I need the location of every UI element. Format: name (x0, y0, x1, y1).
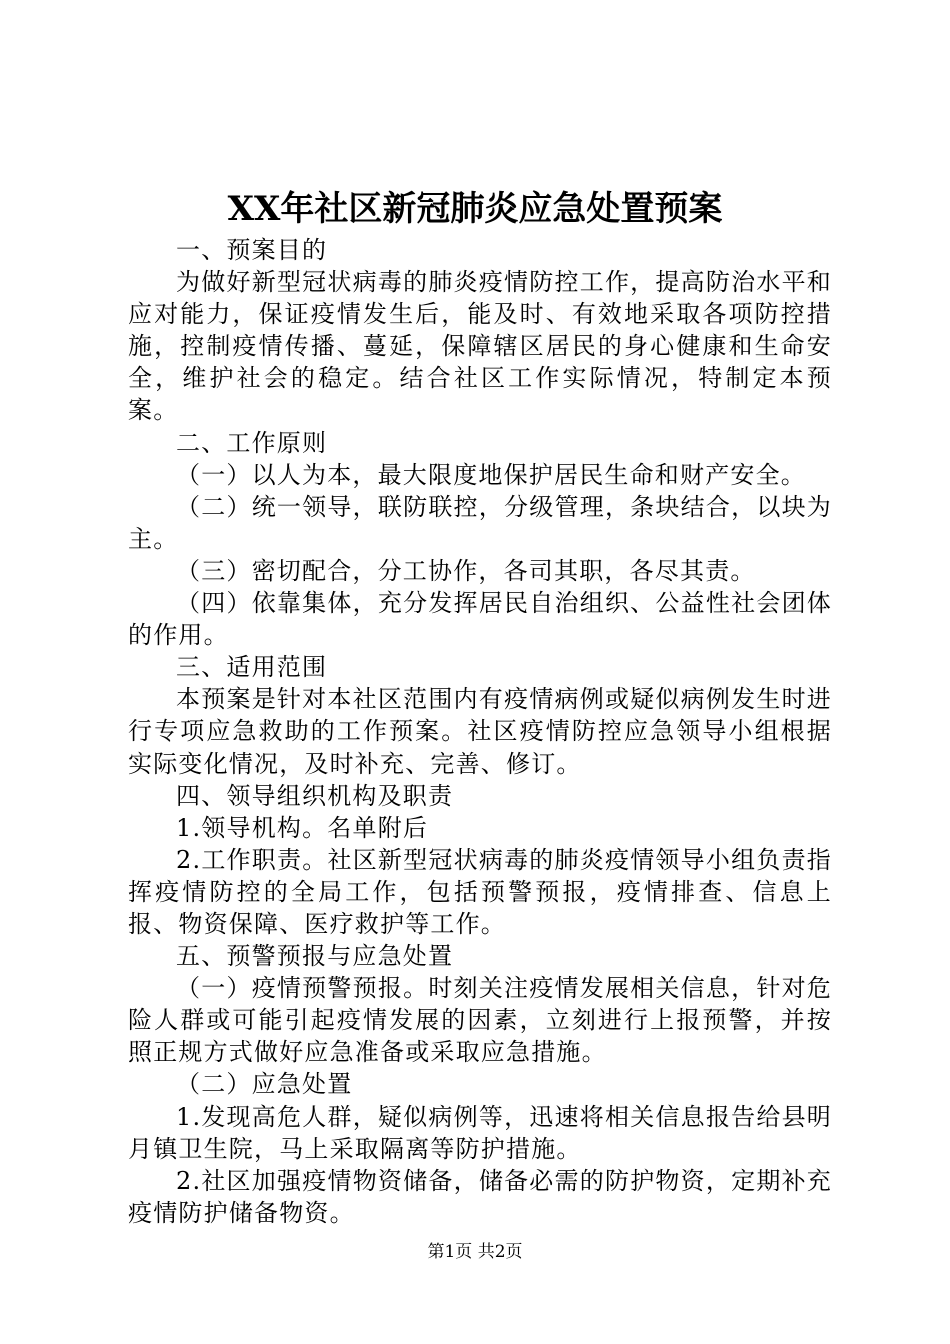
emergency-item-1: 1.发现高危人群，疑似病例等，迅速将相关信息报告给县明月镇卫生院，马上采取隔离等防护措施。 (128, 1102, 832, 1163)
principle-item-1: （一）以人为本，最大限度地保护居民生命和财产安全。 (176, 460, 806, 489)
section-heading-principles: 二、工作原则 (176, 428, 328, 457)
principle-item-4: （四）依靠集体，充分发挥居民自治组织、公益性社会团体的作用。 (128, 589, 832, 650)
warning-item-1: （一）疫情预警预报。时刻关注疫情发展相关信息，针对危险人群或可能引起疫情发展的因素，立刻进行上报预警，并按照正规方式做好应急准备或采取应急措施。 (128, 974, 832, 1067)
document-title: XX年社区新冠肺炎应急处置预案 (227, 189, 723, 229)
document-body (128, 234, 832, 1229)
section-heading-organization: 四、领导组织机构及职责 (176, 781, 454, 810)
page-number-footer: 第1页 共2页 (427, 1242, 523, 1262)
principle-item-3: （三）密切配合，分工协作，各司其职，各尽其责。 (176, 556, 756, 585)
organization-item-1: 1.领导机构。名单附后 (176, 813, 429, 842)
emergency-item-2: 2.社区加强疫情物资储备，储备必需的防护物资，定期补充疫情防护储备物资。 (128, 1166, 832, 1227)
section-heading-warning: 五、预警预报与应急处置 (176, 942, 454, 971)
paragraph-purpose: 为做好新型冠状病毒的肺炎疫情防控工作，提高防治水平和应对能力，保证疫情发生后，能及时、有效地采取各项防控措施，控制疫情传播、蔓延，保障辖区居民的身心健康和生命安全，维护社会的稳定。结合社区工作实际情况，特制定本预案。 (128, 268, 832, 425)
section-heading-scope: 三、适用范围 (176, 653, 328, 682)
principle-item-2: （二）统一领导，联防联控，分级管理，条块结合，以块为主。 (128, 492, 832, 553)
warning-item-2-heading: （二）应急处置 (176, 1070, 353, 1099)
paragraph-scope: 本预案是针对本社区范围内有疫情病例或疑似病例发生时进行专项应急救助的工作预案。社区疫情防控应急领导小组根据实际变化情况，及时补充、完善、修订。 (128, 685, 832, 778)
section-heading-purpose: 一、预案目的 (176, 236, 328, 264)
organization-item-2: 2.工作职责。社区新型冠状病毒的肺炎疫情领导小组负责指挥疫情防控的全局工作，包括预警预报，疫情排查、信息上报、物资保障、医疗救护等工作。 (128, 845, 832, 938)
